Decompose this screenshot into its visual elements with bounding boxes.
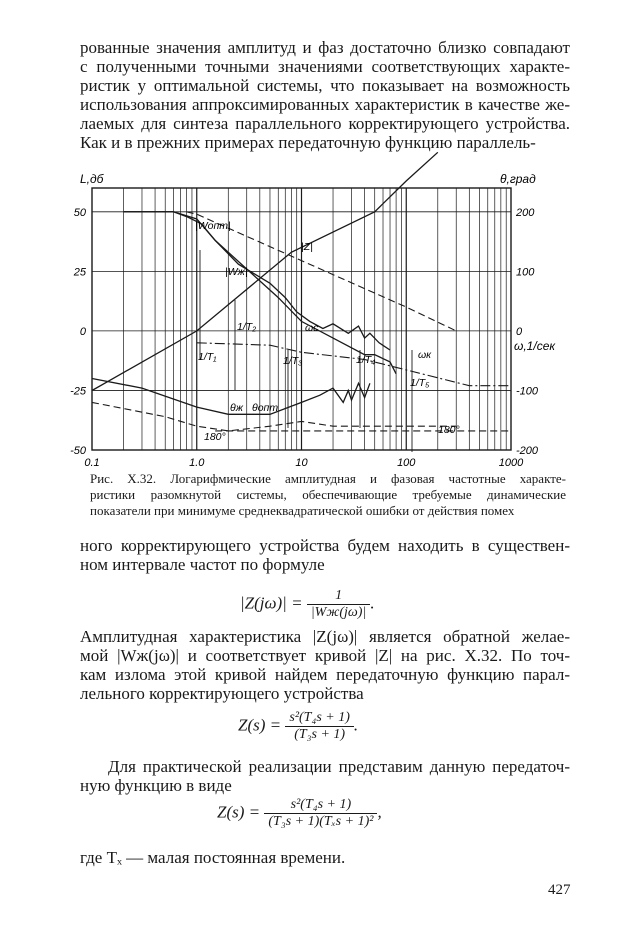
formula-denominator: (T₃s + 1)	[294, 727, 346, 742]
text-line: мой |Wж(jω)| и соответствует кривой |Z| на рис. X.32. По точ-	[80, 646, 570, 665]
text-line: лаемых для синтеза параллельного корректирующего устройства.	[80, 114, 570, 133]
paragraph-amplitude	[80, 627, 570, 703]
y-tick-label-left: -50	[70, 445, 86, 457]
x-tick-label: 1000	[498, 457, 524, 469]
page-number: 427	[548, 882, 571, 898]
figure-caption	[90, 471, 566, 519]
formula-fraction	[285, 710, 354, 743]
chart-labels	[70, 172, 556, 469]
formula-z-magnitude	[240, 588, 375, 621]
y-axis-label-right: θ,град	[500, 172, 536, 186]
y-axis-label-left: L,дб	[80, 172, 104, 186]
formula-lhs: |Z(jω)| =	[240, 593, 307, 613]
x-tick-label: 0.1	[84, 457, 100, 469]
x-axis-label: ω,1/сек	[514, 339, 556, 353]
formula-transfer-function-practical	[217, 797, 382, 830]
annotation-label: 180°	[438, 424, 460, 436]
formula-fraction	[307, 588, 370, 621]
y-tick-label-right: 200	[516, 206, 535, 219]
annotation-label: |Z|	[301, 241, 313, 253]
caption-line: Рис. X.32. Логарифмические амплитудная и фазовая частотные характе-	[90, 471, 566, 486]
y-tick-label-left: 50	[73, 206, 86, 219]
annotation-label: 1/T₃	[283, 355, 303, 367]
text-line: с полученными точными значениями соответствующих характе-	[80, 57, 570, 76]
text-line: Амплитудная характеристика |Z(jω)| является обратной желае-	[80, 627, 570, 646]
chart-grid	[92, 188, 511, 450]
formula-end: ,	[377, 802, 382, 822]
formula-numerator: s²(T₄s + 1)	[285, 710, 354, 727]
formula-lhs: Z(s) =	[217, 802, 265, 822]
text-line: ристик у оптимальной системы, что показывает на возможность	[80, 76, 570, 95]
text-line: Для практической реализации представим данную передаточ-	[108, 757, 570, 776]
x-tick-label: 10	[295, 457, 308, 469]
annotation-label: |Wж|	[225, 266, 248, 278]
formula-lhs: Z(s) =	[238, 715, 286, 735]
formula-denominator: |Wж(jω)|	[310, 605, 367, 620]
annotation-label: θопт	[252, 402, 279, 414]
text-line: рованные значения амплитуд и фаз достаточно близко совпадают	[80, 38, 570, 57]
caption-line: показатели при минимуме среднеквадратической ошибки от действия помех	[90, 503, 515, 518]
x-tick-label: 1.0	[189, 457, 205, 469]
text-line: использования аппроксимированных характеристик в качестве же-	[80, 95, 570, 114]
text-line: ного корректирующего устройства будем находить в существен-	[80, 536, 570, 555]
y-tick-label-left: -25	[70, 385, 86, 398]
text-line: Как и в прежних примерах передаточную функцию параллель-	[80, 133, 536, 152]
x-tick-label: 100	[397, 457, 416, 469]
annotation-label: 1/T₅	[410, 377, 430, 389]
annotation-label: ωк	[418, 349, 432, 361]
tail-sentence: где Tₓ — малая постоянная времени.	[80, 848, 346, 867]
y-tick-label-right: -100	[516, 385, 539, 398]
annotation-label: 180°	[204, 431, 226, 443]
paragraph-practical	[80, 757, 570, 795]
text-line: кам излома этой кривой найдем передаточную функцию парал-	[80, 665, 570, 684]
annotation-label: ωс	[305, 322, 319, 334]
text-line: лельного корректирующего устройства	[80, 684, 364, 703]
y-tick-label-right: 0	[516, 325, 523, 338]
text-line: ном интервале частот по формуле	[80, 555, 325, 574]
formula-fraction	[264, 797, 377, 830]
y-tick-label-left: 0	[79, 325, 86, 338]
paragraph-formula-intro	[80, 536, 570, 574]
formula-end: .	[353, 715, 359, 735]
formula-numerator: s²(T₄s + 1)	[264, 797, 377, 814]
text-line: ную функцию в виде	[80, 776, 232, 795]
annotation-label: 1/T₄	[356, 354, 376, 366]
y-tick-label-left: 25	[73, 266, 86, 279]
annotation-label: θж	[230, 402, 243, 414]
y-tick-label-right: -200	[516, 445, 539, 457]
bode-plot	[0, 0, 622, 470]
formula-numerator: 1	[307, 588, 370, 605]
annotation-label: |Wопт|	[195, 220, 231, 232]
caption-line: ристики разомкнутой системы, обеспечивающие требуемые динамические	[90, 487, 566, 502]
annotation-label: 1/T₁	[198, 351, 217, 363]
formula-denominator: (T₃s + 1)(Tₓs + 1)²	[268, 814, 374, 829]
y-tick-label-right: 100	[516, 266, 535, 279]
annotation-label: 1/T₂	[237, 321, 257, 333]
formula-transfer-function	[238, 710, 358, 743]
formula-end: .	[370, 593, 375, 613]
